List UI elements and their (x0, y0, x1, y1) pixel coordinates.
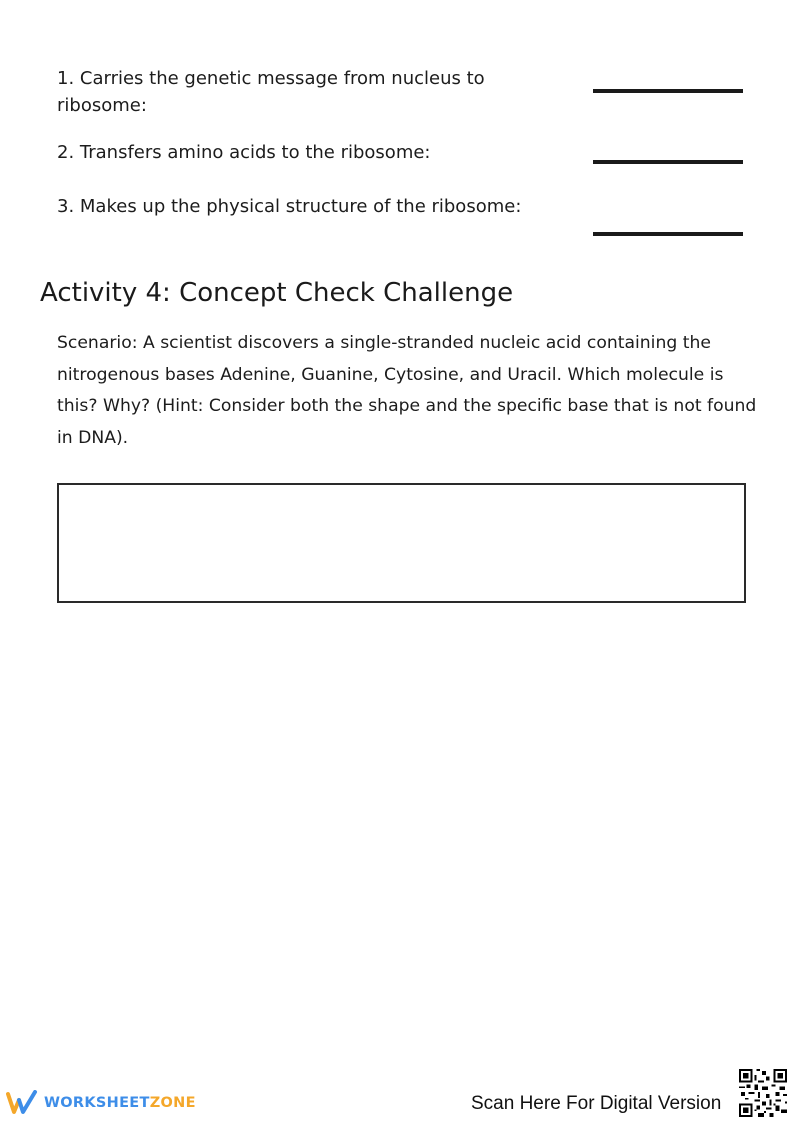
answer-blank-1[interactable] (593, 89, 743, 93)
qr-code-icon[interactable] (739, 1069, 787, 1117)
logo-text-zone: ZONE (149, 1095, 196, 1111)
answer-blank-3[interactable] (593, 232, 743, 236)
question-3: 3. Makes up the physical structure of the ribosome: (57, 196, 522, 217)
question-2: 2. Transfers amino acids to the ribosome: (57, 142, 431, 163)
answer-blank-2[interactable] (593, 160, 743, 164)
scenario-text: Scenario: A scientist discovers a single-stranded nucleic acid containing the nitrogenous bases Adenine, Guanine, Cytosine, and Uracil. Which molecule is this? Why? (Hint: Consider both the shape and the specific base that is not found in DNA). (57, 333, 757, 448)
question-1: 1. Carries the genetic message from nucleus to ribosome: (57, 68, 485, 116)
logo-icon (6, 1090, 38, 1116)
logo-text-worksheet: WORKSHEET (44, 1095, 150, 1111)
activity-title: Activity 4: Concept Check Challenge (40, 278, 514, 308)
answer-box[interactable] (57, 483, 746, 603)
logo-text (44, 1095, 196, 1111)
worksheet-zone-logo (6, 1090, 196, 1116)
scan-here-text: Scan Here For Digital Version (471, 1093, 722, 1114)
